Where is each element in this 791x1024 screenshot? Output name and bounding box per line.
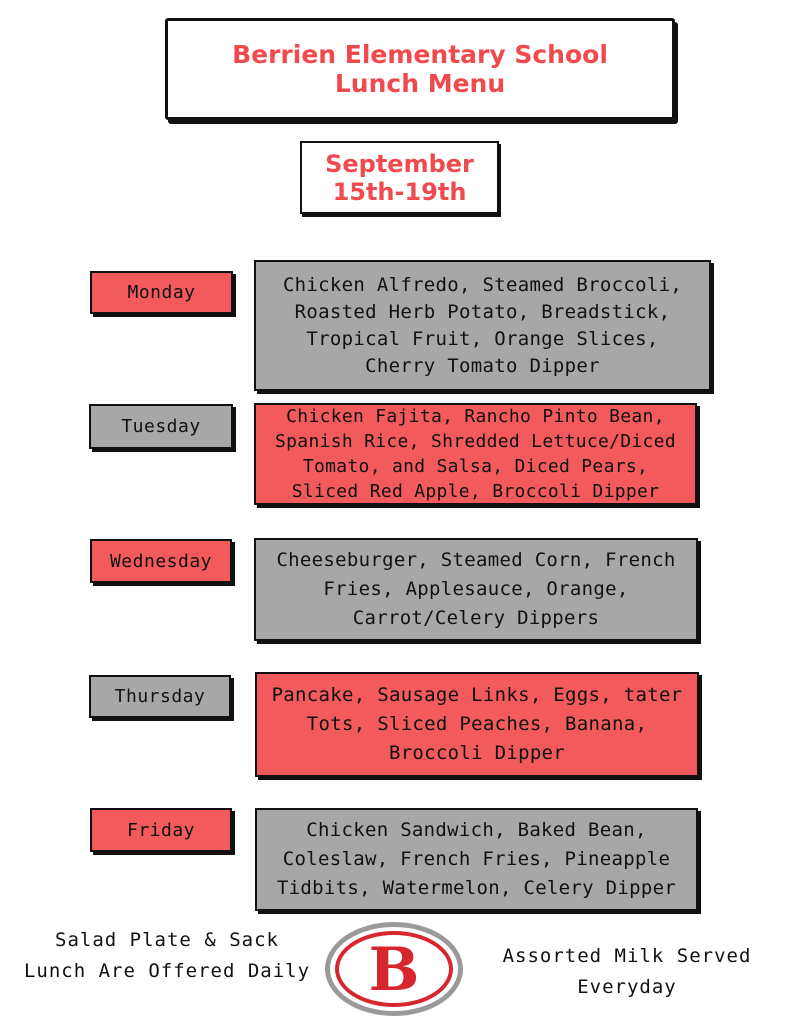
logo-ring	[335, 931, 453, 1007]
menu-thursday: Pancake, Sausage Links, Eggs, tater Tots, Sliced Peaches, Banana, Broccoli Dipper	[255, 672, 699, 777]
menu-wednesday: Cheeseburger, Steamed Corn, French Fries, Applesauce, Orange, Carrot/Celery Dippers	[254, 538, 698, 641]
date-box	[300, 141, 499, 214]
day-label-wednesday: Wednesday	[90, 539, 232, 583]
title-box	[165, 18, 675, 120]
date-range: 15th-19th	[332, 177, 467, 206]
day-label-friday: Friday	[90, 808, 232, 852]
milk-note: Assorted Milk Served Everyday	[502, 945, 752, 998]
logo-b-icon: B	[368, 935, 420, 1005]
school-name: Berrien Elementary School	[232, 40, 608, 69]
menu-tuesday: Chicken Fajita, Rancho Pinto Bean, Spanish Rice, Shredded Lettuce/Diced Tomato, and Salsa, Diced Pears, Sliced Red Apple, Broccoli Dipper	[254, 403, 697, 505]
month-label: September	[325, 149, 474, 178]
day-label-monday: Monday	[90, 271, 233, 314]
menu-subtitle: Lunch Menu	[334, 69, 506, 98]
menu-friday: Chicken Sandwich, Baked Bean, Coleslaw, French Fries, Pineapple Tidbits, Watermelon, Celery Dipper	[255, 808, 698, 911]
menu-monday: Chicken Alfredo, Steamed Broccoli, Roasted Herb Potato, Breadstick, Tropical Fruit, Orange Slices, Cherry Tomato Dipper	[254, 260, 711, 391]
day-label-tuesday: Tuesday	[89, 404, 233, 449]
school-logo	[325, 922, 463, 1016]
day-label-thursday: Thursday	[89, 675, 231, 718]
salad-plate-note: Salad Plate & Sack Lunch Are Offered Daily	[23, 929, 311, 982]
